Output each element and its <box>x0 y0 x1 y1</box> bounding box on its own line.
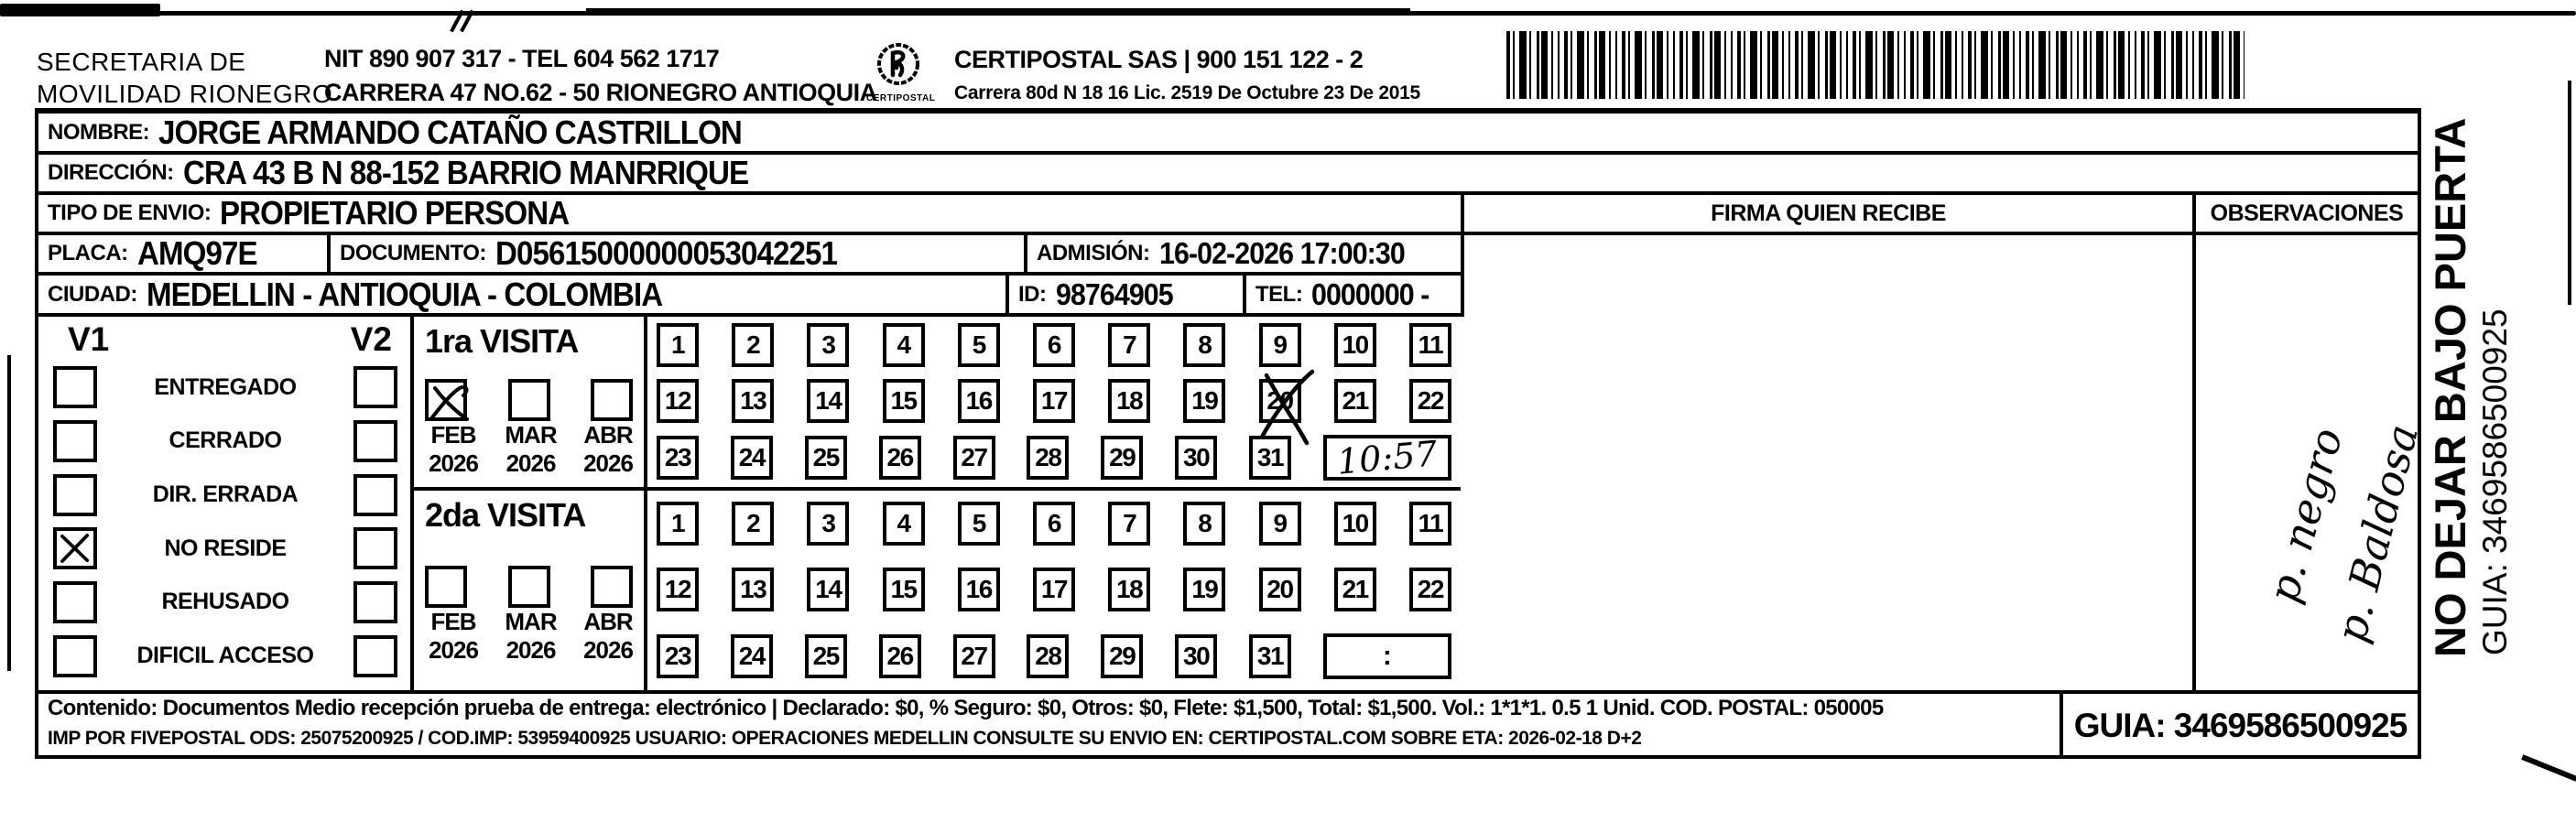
footer-contents-line: Contenido: Documentos Medio recepción prueba de entrega: electrónico | Declarado: $0, % Seguro: $0, Otros: $0, Flete: $1,500, Total: $1,500. Vol.: 1*1*1. 0.5 1 Unid. COD. POSTAL: 050005 <box>48 696 1884 720</box>
day-cell-14: 14 <box>807 568 849 611</box>
day-cell-25: 25 <box>805 634 847 678</box>
scan-right-edge-line <box>2568 81 2571 305</box>
direccion-label: DIRECCIÓN: <box>48 160 174 185</box>
documento-value: D05615000000053042251 <box>495 235 837 272</box>
field-admision <box>1027 235 1464 276</box>
status-label: REHUSADO <box>161 589 289 615</box>
day-cell-31: 31 <box>1249 436 1291 480</box>
month-name: ABR <box>583 421 633 449</box>
day-cell-8: 8 <box>1183 323 1225 367</box>
scan-left-edge-line <box>7 355 11 671</box>
scan-top-blob <box>0 4 160 16</box>
field-tipo-envio <box>38 195 1464 235</box>
day-cell-3: 3 <box>807 323 849 367</box>
status-label: NO RESIDE <box>164 535 287 561</box>
month-checkbox-abr <box>591 379 633 421</box>
day-cell-2: 2 <box>732 502 774 546</box>
day-cell-17: 17 <box>1033 379 1075 423</box>
sender-block <box>37 46 332 110</box>
day-cell-15: 15 <box>883 379 925 423</box>
certipostal-logo-caption: CERTIPOSTAL <box>866 93 936 103</box>
admision-label: ADMISIÓN: <box>1037 241 1150 265</box>
month-checkboxes <box>425 379 638 421</box>
nombre-value: JORGE ARMANDO CATAÑO CASTRILLON <box>158 114 743 151</box>
day-cell-23: 23 <box>657 634 699 678</box>
calendar-row <box>657 502 1451 546</box>
status-row-no-reside <box>53 527 397 569</box>
day-cell-29: 29 <box>1101 634 1143 678</box>
day-cell-20: 20 <box>1259 568 1301 611</box>
tipo-envio-label: TIPO DE ENVIO: <box>48 200 212 225</box>
scan-corner-mark <box>2521 754 2576 782</box>
field-nombre <box>38 114 2418 155</box>
tracking-barcode <box>1506 31 2244 99</box>
month-checkbox-mar <box>508 566 550 608</box>
v1-checkbox <box>53 581 97 623</box>
status-label: ENTREGADO <box>154 373 297 400</box>
day-cell-30: 30 <box>1175 634 1217 678</box>
status-label: DIR. ERRADA <box>152 481 299 508</box>
footer-text-block <box>48 696 2053 750</box>
sender-nit-tel: NIT 890 907 317 - TEL 604 562 1717 <box>324 45 720 72</box>
v2-column-header: V2 <box>350 320 392 358</box>
day-cell-10: 10 <box>1334 502 1376 546</box>
month-names <box>425 608 638 636</box>
day-cell-19: 19 <box>1183 379 1225 423</box>
direccion-value: CRA 43 B N 88-152 BARRIO MANRRIQUE <box>182 155 748 191</box>
day-cell-9: 9 <box>1259 502 1301 546</box>
day-cell-4: 4 <box>883 502 925 546</box>
month-name: ABR <box>583 608 633 635</box>
carrier-address-license: Carrera 80d N 18 16 Lic. 2519 De Octubre 23 De 2015 <box>954 82 1420 103</box>
calendar-row <box>657 435 1451 481</box>
side-note-guia: GUIA: 3469586500925 <box>2476 308 2514 655</box>
day-cell-27: 27 <box>953 634 995 678</box>
day-cell-24: 24 <box>731 634 773 678</box>
day-cell-27: 27 <box>953 436 995 480</box>
observaciones-header-label: OBSERVACIONES <box>2210 200 2404 226</box>
calendar-row <box>657 568 1451 611</box>
day-cell-12: 12 <box>657 379 699 423</box>
sender-line2: MOVILIDAD RIONEGRO <box>37 80 333 108</box>
calendar-row <box>657 379 1451 423</box>
handwritten-x-mark <box>425 379 474 428</box>
day-cell-15: 15 <box>883 568 925 611</box>
day-cell-6: 6 <box>1033 502 1075 546</box>
day-cell-21: 21 <box>1334 379 1376 423</box>
month-name: FEB <box>430 421 476 449</box>
id-value: 98764905 <box>1055 276 1173 311</box>
day-cell-1: 1 <box>657 323 699 367</box>
day-cell-24: 24 <box>731 436 773 480</box>
first-visit-month-panel <box>414 317 647 491</box>
nombre-label: NOMBRE: <box>48 119 150 145</box>
scan-top-line-2 <box>586 8 1410 12</box>
day-cell-22: 22 <box>1409 379 1451 423</box>
day-cell-19: 19 <box>1183 568 1225 611</box>
day-cell-13: 13 <box>732 568 774 611</box>
v2-checkbox <box>353 474 397 516</box>
day-cell-5: 5 <box>958 502 1000 546</box>
month-name: FEB <box>430 608 476 635</box>
visit-time-box <box>1323 435 1451 481</box>
month-name: MAR <box>505 421 557 449</box>
day-cell-20: 20 <box>1259 379 1301 423</box>
v2-checkbox <box>353 420 397 462</box>
placa-label: PLACA: <box>48 241 128 265</box>
tel-value: 0000000 - <box>1311 276 1429 311</box>
month-years <box>425 449 638 478</box>
first-visit-title: 1ra VISITA <box>425 322 579 360</box>
month-checkbox-abr <box>591 566 633 608</box>
day-cell-21: 21 <box>1334 568 1376 611</box>
day-cell-10: 10 <box>1334 323 1376 367</box>
day-cell-30: 30 <box>1175 436 1217 480</box>
status-row-rehusado <box>53 581 397 623</box>
status-row-dificil-acceso <box>53 635 397 677</box>
v1-checkbox <box>53 474 97 516</box>
v2-checkbox <box>353 366 397 408</box>
placa-value: AMQ97E <box>136 235 257 272</box>
v1-checkbox <box>53 635 97 677</box>
v2-checkbox <box>353 635 397 677</box>
calendar-row <box>657 323 1451 367</box>
guia-number: GUIA: 3469586500925 <box>2073 706 2408 744</box>
first-visit-calendar <box>647 317 1461 491</box>
month-year: 2026 <box>429 636 478 664</box>
v1-checkbox <box>53 366 97 408</box>
month-checkboxes <box>425 566 638 608</box>
sender-contact-block <box>324 42 877 110</box>
day-cell-16: 16 <box>958 379 1000 423</box>
day-cell-16: 16 <box>958 568 1000 611</box>
day-cell-29: 29 <box>1101 436 1143 480</box>
observaciones-header <box>2192 195 2418 235</box>
form-body <box>35 108 2421 759</box>
firma-header-label: FIRMA QUIEN RECIBE <box>1711 200 1946 226</box>
field-id <box>1009 276 1246 317</box>
month-year: 2026 <box>583 449 633 477</box>
day-cell-28: 28 <box>1027 436 1069 480</box>
day-cell-8: 8 <box>1183 502 1225 546</box>
visit-time-box <box>1323 633 1451 679</box>
status-label: DIFICIL ACCESO <box>136 643 314 669</box>
v2-checkbox <box>353 581 397 623</box>
v1-checkbox <box>53 527 97 569</box>
field-ciudad <box>38 276 1009 317</box>
second-visit-title: 2da VISITA <box>425 496 586 534</box>
status-rows <box>53 361 397 683</box>
month-checkbox-feb <box>425 379 467 421</box>
month-year: 2026 <box>429 449 478 477</box>
day-cell-6: 6 <box>1033 323 1075 367</box>
second-visit-month-panel <box>414 491 647 690</box>
month-year: 2026 <box>583 636 633 664</box>
day-cell-1: 1 <box>657 502 699 546</box>
day-cell-22: 22 <box>1409 568 1451 611</box>
field-tel <box>1246 276 1464 317</box>
day-cell-23: 23 <box>657 436 699 480</box>
day-cell-18: 18 <box>1108 568 1150 611</box>
sender-line1: SECRETARIA DE <box>37 48 246 76</box>
admision-value: 16-02-2026 17:00:30 <box>1158 236 1405 270</box>
carrier-block <box>954 46 1420 104</box>
day-cell-2: 2 <box>732 323 774 367</box>
handwritten-time: 10:57 <box>1335 433 1440 483</box>
field-placa <box>38 235 331 276</box>
certipostal-logo-icon <box>875 40 922 88</box>
handwritten-observation-2: p. Baldosa <box>2326 419 2429 648</box>
day-cell-11: 11 <box>1409 502 1451 546</box>
carrier-name-nit: CERTIPOSTAL SAS | 900 151 122 - 2 <box>954 46 1364 73</box>
day-cell-9: 9 <box>1259 323 1301 367</box>
v1-checkbox <box>53 420 97 462</box>
month-year: 2026 <box>505 449 556 477</box>
side-note-no-dejar: NO DEJAR BAJO PUERTA <box>2426 117 2474 657</box>
printed-x-mark <box>57 531 93 566</box>
documento-label: DOCUMENTO: <box>340 241 486 265</box>
delivery-status-panel <box>38 317 414 690</box>
status-row-entregado <box>53 366 397 408</box>
day-cell-26: 26 <box>879 634 921 678</box>
day-cell-11: 11 <box>1409 323 1451 367</box>
sender-address: CARRERA 47 NO.62 - 50 RIONEGRO ANTIOQUIA <box>324 79 877 106</box>
day-cell-14: 14 <box>807 379 849 423</box>
status-row-cerrado <box>53 420 397 462</box>
calendar-row <box>657 633 1451 679</box>
day-cell-25: 25 <box>805 436 847 480</box>
guia-box <box>2060 690 2418 757</box>
second-visit-calendar <box>647 491 1461 690</box>
tel-label: TEL: <box>1255 281 1303 307</box>
day-cell-12: 12 <box>657 568 699 611</box>
handwritten-observation-1: p. negro <box>2258 422 2353 608</box>
month-checkbox-mar <box>508 379 550 421</box>
certipostal-logo <box>866 40 936 103</box>
ciudad-value: MEDELLIN - ANTIOQUIA - COLOMBIA <box>146 276 663 313</box>
day-cell-26: 26 <box>879 436 921 480</box>
v1-column-header: V1 <box>68 320 110 358</box>
month-name: MAR <box>505 608 557 635</box>
day-cell-4: 4 <box>883 323 925 367</box>
day-cell-17: 17 <box>1033 568 1075 611</box>
visit-columns-header <box>53 320 397 361</box>
month-year: 2026 <box>505 636 556 664</box>
field-documento <box>331 235 1027 276</box>
day-cell-31: 31 <box>1249 634 1291 678</box>
day-cell-7: 7 <box>1108 502 1150 546</box>
tipo-envio-value: PROPIETARIO PERSONA <box>220 195 570 232</box>
id-label: ID: <box>1018 281 1047 307</box>
month-years <box>425 636 638 665</box>
month-checkbox-feb <box>425 566 467 608</box>
day-cell-28: 28 <box>1027 634 1069 678</box>
status-label: CERRADO <box>168 427 282 454</box>
field-direccion <box>38 155 2418 195</box>
footer-imp-line: IMP POR FIVEPOSTAL ODS: 25075200925 / COD.IMP: 53959400925 USUARIO: OPERACIONES MEDELLIN CONSULTE SU ENVIO EN: CERTIPOSTAL.COM SOBRE ETA: 2026-02-18 D+2 <box>48 728 1642 749</box>
day-cell-5: 5 <box>958 323 1000 367</box>
v2-checkbox <box>353 527 397 569</box>
firma-header <box>1464 195 2192 235</box>
day-cell-3: 3 <box>807 502 849 546</box>
ciudad-label: CIUDAD: <box>48 281 137 307</box>
status-row-dir-errada <box>53 474 397 516</box>
day-cell-13: 13 <box>732 379 774 423</box>
day-cell-7: 7 <box>1108 323 1150 367</box>
day-cell-18: 18 <box>1108 379 1150 423</box>
time-colon: : <box>1382 641 1392 671</box>
